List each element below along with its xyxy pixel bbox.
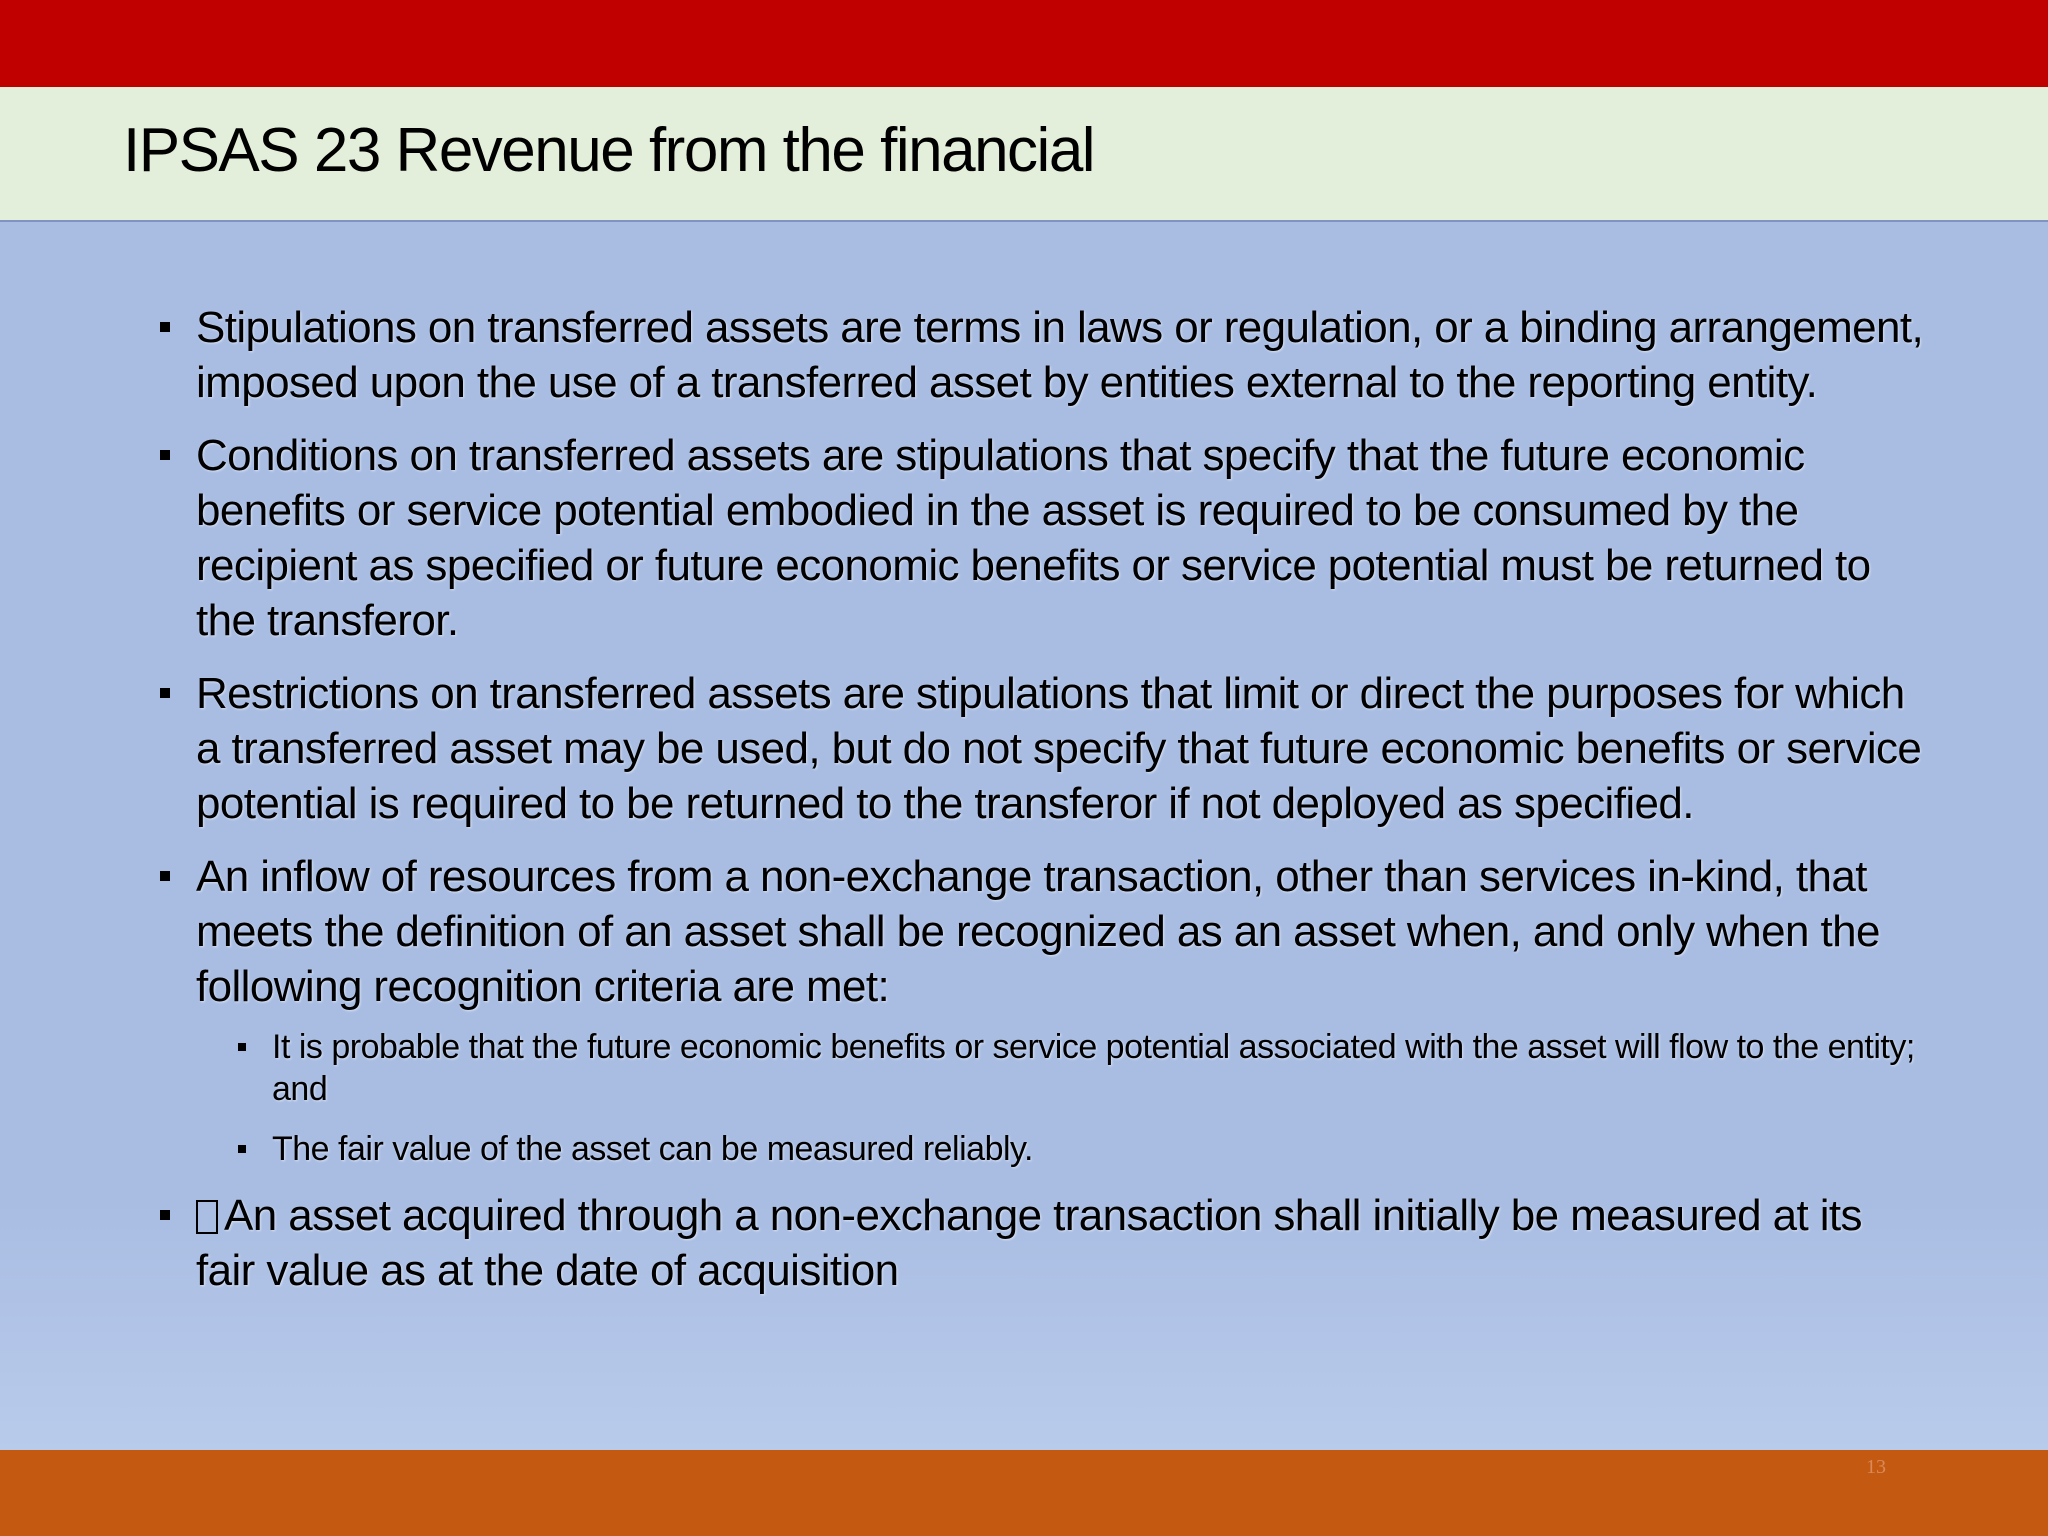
bullet-text: An asset acquired through a non-exchange transaction shall initially be measured at its fair value as at the date of acquisition bbox=[196, 1191, 1862, 1295]
bullet-item bbox=[160, 849, 1930, 1014]
bullet-text: Conditions on transferred assets are stipulations that specify that the future economic benefits or service potential embodied in the asset is required to be consumed by the recipient as specified or future economic benefits or service potential must be returned to the transferor. bbox=[196, 431, 1871, 645]
slide-number: 13 bbox=[1866, 1456, 1886, 1478]
bullet-text: An inflow of resources from a non-exchange transaction, other than services in-kind, that meets the definition of an asset shall be recognized as an asset when, and only when the following recognition criteria are met: bbox=[196, 852, 1880, 1011]
sub-bullet-item bbox=[238, 1026, 1930, 1110]
sub-bullet-text: The fair value of the asset can be measured reliably. bbox=[272, 1130, 1033, 1168]
footer-bar bbox=[0, 1450, 2048, 1536]
bullet-list bbox=[160, 300, 1930, 1316]
slide-title: IPSAS 23 Revenue from the financial bbox=[123, 116, 1095, 185]
sub-bullet-list bbox=[160, 1026, 1930, 1170]
square-bullet-icon bbox=[160, 322, 170, 332]
square-bullet-icon bbox=[160, 688, 170, 698]
bullet-item bbox=[160, 1188, 1930, 1298]
title-band bbox=[0, 87, 2048, 222]
square-bullet-icon bbox=[160, 450, 170, 460]
bullet-item bbox=[160, 666, 1930, 831]
square-bullet-icon bbox=[238, 1145, 246, 1153]
square-bullet-icon bbox=[238, 1043, 246, 1051]
bullet-text: Stipulations on transferred assets are terms in laws or regulation, or a binding arrangement, imposed upon the use of a transferred asset by entities external to the reporting entity. bbox=[196, 303, 1924, 407]
missing-glyph-icon bbox=[196, 1200, 218, 1234]
sub-bullet-text: It is probable that the future economic benefits or service potential associated with the asset will flow to the entity; and bbox=[272, 1028, 1915, 1108]
sub-bullet-item bbox=[238, 1128, 1930, 1170]
square-bullet-icon bbox=[160, 871, 170, 881]
sub-bullet-group bbox=[160, 1026, 1930, 1170]
bullet-text: Restrictions on transferred assets are stipulations that limit or direct the purposes for which a transferred asset may be used, but do not specify that future economic benefits or service potential is required to be returned to the transferor if not deployed as specified. bbox=[196, 669, 1922, 828]
top-accent-bar bbox=[0, 0, 2048, 87]
bullet-item bbox=[160, 428, 1930, 648]
square-bullet-icon bbox=[160, 1210, 170, 1220]
bullet-item bbox=[160, 300, 1930, 410]
content-area bbox=[0, 222, 2048, 1450]
